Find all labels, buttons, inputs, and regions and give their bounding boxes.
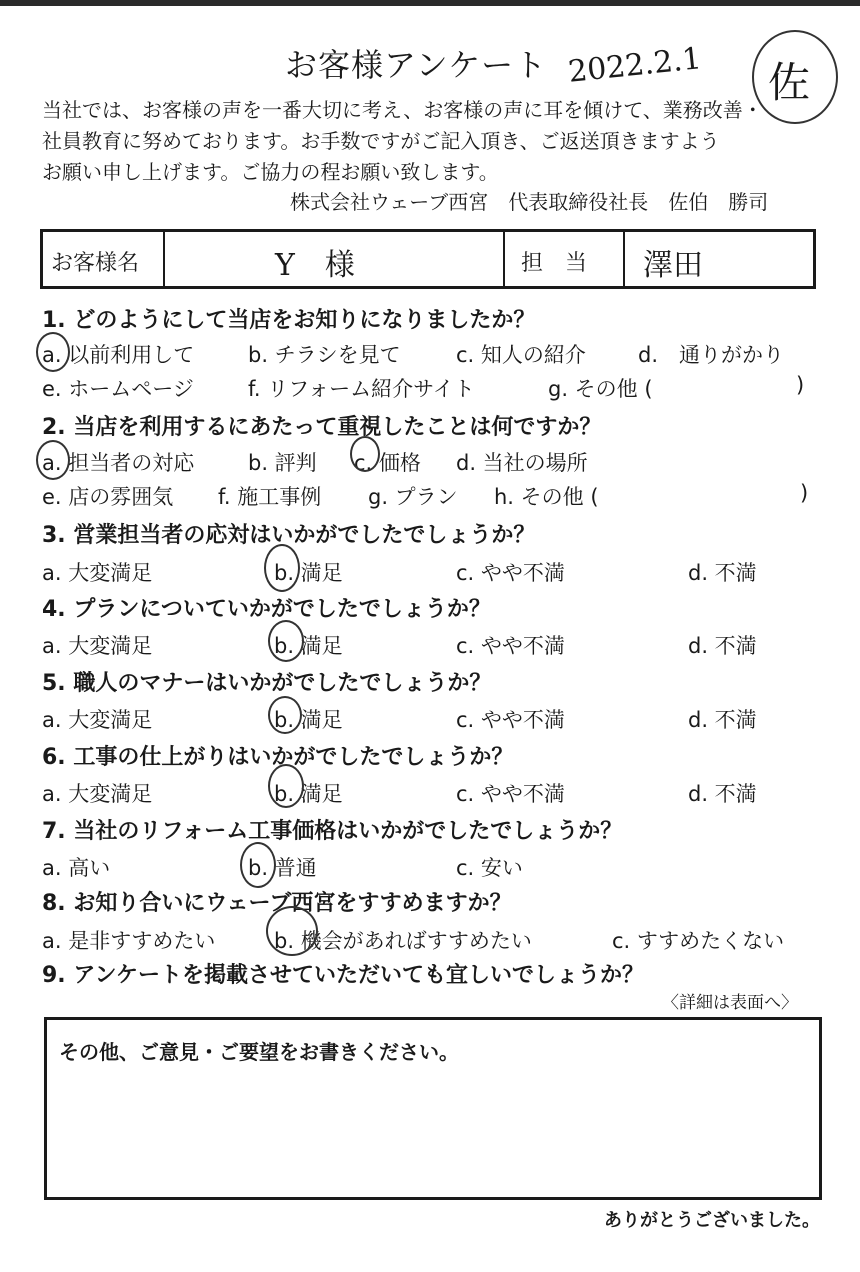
question-3: 3. 営業担当者の応対はいかがでしたでしょうか？ xyxy=(42,523,536,548)
staff-label: 担 当 xyxy=(521,251,588,276)
q2-option-c[interactable]: c. 価格 xyxy=(354,451,421,475)
q6-option-a[interactable]: a. 大変満足 xyxy=(42,782,153,806)
question-9: 9. アンケートを掲載させていただいても宜しいでしょうか？ xyxy=(42,963,645,988)
q1-option-b[interactable]: b. チラシを見て xyxy=(248,343,401,367)
q8-selection-circle xyxy=(266,906,318,956)
q6-option-c[interactable]: c. やや不満 xyxy=(456,782,565,806)
q2-option-d[interactable]: d. 当社の場所 xyxy=(456,451,588,475)
q5-selection-circle xyxy=(268,696,302,734)
q3-option-d[interactable]: d. 不満 xyxy=(688,561,757,585)
q6-option-d[interactable]: d. 不満 xyxy=(688,782,757,806)
q1-option-g-close: ) xyxy=(796,373,805,397)
question-5: 5. 職人のマナーはいかがでしたでしょうか？ xyxy=(42,671,492,696)
q7-option-c[interactable]: c. 安い xyxy=(456,856,523,880)
q1-option-e[interactable]: e. ホームページ xyxy=(42,377,194,401)
q2-option-a[interactable]: a. 担当者の対応 xyxy=(42,451,195,475)
q9-note: 〈詳細は表面へ〉 xyxy=(662,993,798,1013)
question-4: 4. プランについていかがでしたでしょうか？ xyxy=(42,597,491,622)
q5-option-a[interactable]: a. 大変満足 xyxy=(42,708,153,732)
q4-option-d[interactable]: d. 不満 xyxy=(688,634,757,658)
seal-stamp: 佐 xyxy=(752,30,838,124)
customer-info-box xyxy=(40,229,816,289)
q1-option-g[interactable]: g. その他 ( xyxy=(548,377,653,401)
q5-option-d[interactable]: d. 不満 xyxy=(688,708,757,732)
intro-line-3: お願い申し上げます。ご協力の程お願い致します。 xyxy=(42,160,499,184)
q4-option-b[interactable]: b. 満足 xyxy=(274,634,343,658)
q7-option-b[interactable]: b. 普通 xyxy=(248,856,317,880)
q3-option-b[interactable]: b. 満足 xyxy=(274,561,343,585)
question-6: 6. 工事の仕上がりはいかがでしたでしょうか？ xyxy=(42,745,514,770)
survey-title: お客様アンケート xyxy=(285,46,548,84)
q2-option-g[interactable]: g. プラン xyxy=(368,485,458,509)
q7-selection-circle xyxy=(240,842,276,888)
q8-option-a[interactable]: a. 是非すすめたい xyxy=(42,929,216,953)
q5-option-c[interactable]: c. やや不満 xyxy=(456,708,565,732)
thanks-text: ありがとうございました。 xyxy=(604,1210,820,1231)
comments-label: その他、ご意見・ご要望をお書きください。 xyxy=(59,1040,459,1064)
q7-option-a[interactable]: a. 高い xyxy=(42,856,111,880)
q2-option-f[interactable]: f. 施工事例 xyxy=(218,485,322,509)
q2-option-e[interactable]: e. 店の雰囲気 xyxy=(42,485,174,509)
question-1: 1. どのようにして当店をお知りになりましたか？ xyxy=(42,308,536,333)
intro-line-2: 社員教育に努めております。お手数ですがご記入頂き、ご返送頂きますよう xyxy=(42,129,720,153)
q6-selection-circle xyxy=(268,764,304,808)
company-signature: 株式会社ウェーブ西宮 代表取締役社長 佐伯 勝司 xyxy=(290,190,769,214)
q1-selection-circle xyxy=(36,332,70,372)
q6-option-b[interactable]: b. 満足 xyxy=(274,782,343,806)
q1-option-a[interactable]: a. 以前利用して xyxy=(42,343,195,367)
comments-box[interactable] xyxy=(44,1017,822,1200)
customer-name-value[interactable]: Y 様 xyxy=(275,248,355,283)
q2-option-b[interactable]: b. 評判 xyxy=(248,451,317,475)
q4-option-a[interactable]: a. 大変満足 xyxy=(42,634,153,658)
handwritten-date: 2022.2.1 xyxy=(566,41,704,90)
q1-option-c[interactable]: c. 知人の紹介 xyxy=(456,343,586,367)
q2-selection-circle-a xyxy=(36,440,70,480)
customer-name-label: お客様名 xyxy=(51,251,140,276)
q2-option-h-close: ) xyxy=(800,481,809,505)
q3-option-a[interactable]: a. 大変満足 xyxy=(42,561,153,585)
scan-edge xyxy=(0,0,860,6)
q4-selection-circle xyxy=(268,620,304,662)
q8-option-b[interactable]: b. 機会があればすすめたい xyxy=(274,929,532,953)
q5-option-b[interactable]: b. 満足 xyxy=(274,708,343,732)
q1-option-d[interactable]: d. 通りがかり xyxy=(638,343,785,367)
q8-option-c[interactable]: c. すすめたくない xyxy=(612,929,785,953)
staff-value[interactable]: 澤田 xyxy=(643,248,703,283)
question-8: 8. お知り合いにウェーブ西宮をすすめますか？ xyxy=(42,891,512,916)
q2-selection-circle-c xyxy=(350,436,380,472)
q4-option-c[interactable]: c. やや不満 xyxy=(456,634,565,658)
intro-line-1: 当社では、お客様の声を一番大切に考え、お客様の声に耳を傾けて、業務改善・ xyxy=(42,98,763,122)
question-7: 7. 当社のリフォーム工事価格はいかがでしたでしょうか？ xyxy=(42,819,623,844)
q2-option-h[interactable]: h. その他 ( xyxy=(494,485,599,509)
q3-option-c[interactable]: c. やや不満 xyxy=(456,561,565,585)
q3-selection-circle xyxy=(264,544,300,592)
question-2: 2. 当店を利用するにあたって重視したことは何ですか？ xyxy=(42,415,602,440)
q1-option-f[interactable]: f. リフォーム紹介サイト xyxy=(248,377,475,401)
